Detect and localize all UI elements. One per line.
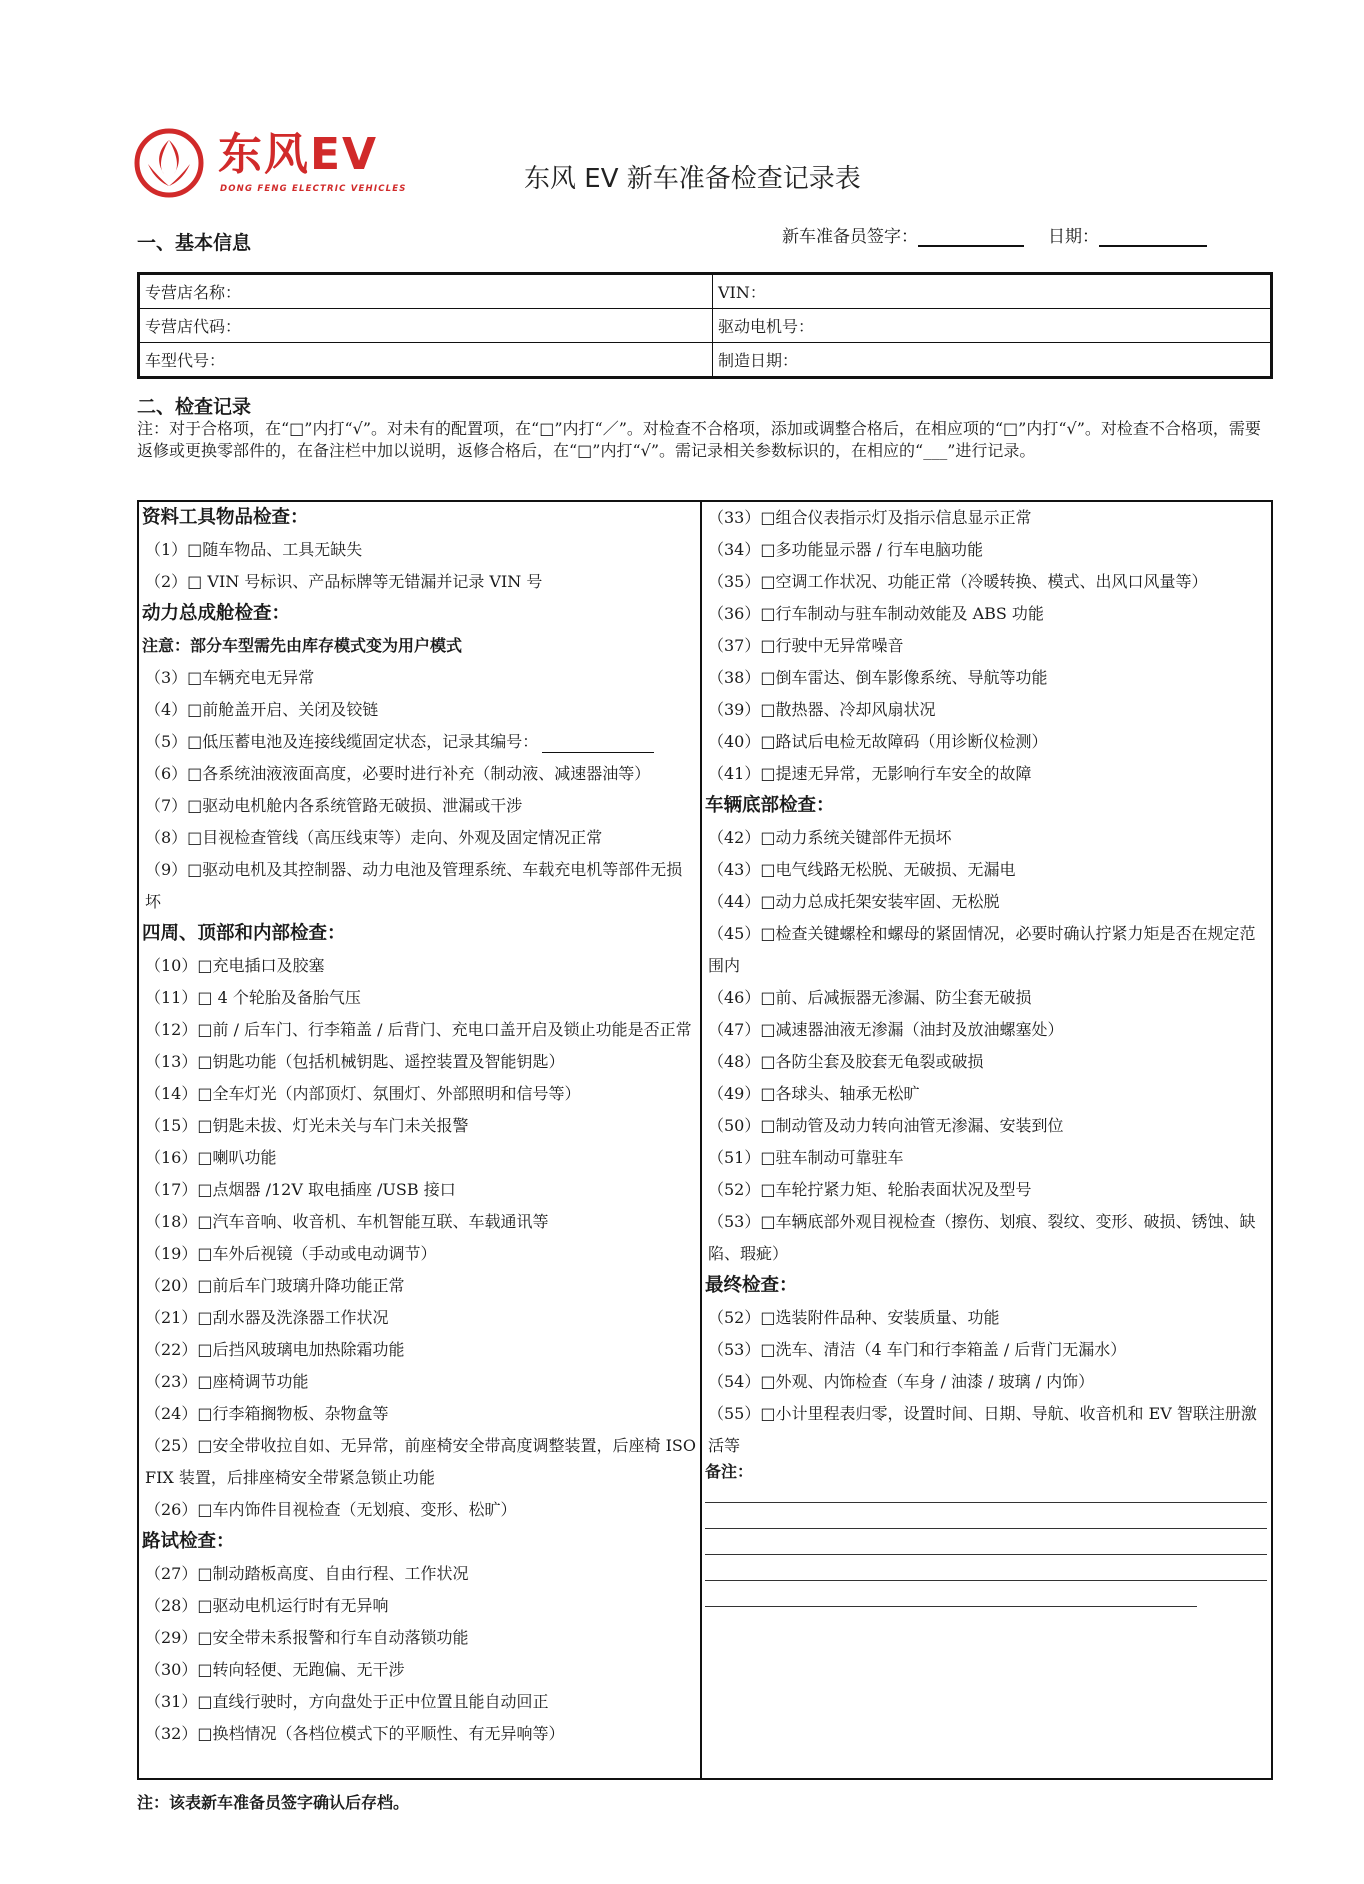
check-item-30[interactable]: （30）□转向轻便、无跑偏、无干涉 <box>145 1660 405 1679</box>
check-item-19[interactable]: （19）□车外后视镜（手动或电动调节） <box>145 1244 437 1263</box>
model-code-cell[interactable]: 车型代号： <box>139 343 713 378</box>
check-item-1[interactable]: （1）□随车物品、工具无缺失 <box>145 540 363 559</box>
check-item-5[interactable] <box>142 726 698 758</box>
checklist-table <box>137 500 1273 1780</box>
category-heading: 动力总成舱检查： <box>142 603 291 624</box>
check-item-39[interactable]: （39）□散热器、冷却风扇状况 <box>708 700 936 719</box>
check-item-37[interactable]: （37）□行驶中无异常噪音 <box>708 636 904 655</box>
check-item-23[interactable]: （23）□座椅调节功能 <box>145 1372 309 1391</box>
check-item-29[interactable]: （29）□安全带未系报警和行车自动落锁功能 <box>145 1628 469 1647</box>
checklist-left-column <box>142 502 698 1750</box>
category-heading: 资料工具物品检查： <box>142 507 309 528</box>
check-item-36[interactable]: （36）□行车制动与驻车制动效能及 ABS 功能 <box>708 604 1044 623</box>
remarks-line[interactable] <box>705 1502 1267 1503</box>
check-item-10[interactable]: （10）□充电插口及胶塞 <box>145 956 325 975</box>
check-item-35[interactable]: （35）□空调工作状况、功能正常（冷暖转换、模式、出风口风量等） <box>708 572 1208 591</box>
check-item-3[interactable]: （3）□车辆充电无异常 <box>145 668 315 687</box>
checklist-right-column <box>705 502 1267 1482</box>
check-item-27[interactable]: （27）□制动踏板高度、自由行程、工作状况 <box>145 1564 469 1583</box>
check-item-42[interactable]: （42）□动力系统关键部件无损坏 <box>708 828 952 847</box>
check-item-8[interactable]: （8）□目视检查管线（高压线束等）走向、外观及固定情况正常 <box>145 828 603 847</box>
category-heading: 四周、顶部和内部检查： <box>142 923 346 944</box>
check-item-11[interactable]: （11）□ 4 个轮胎及备胎气压 <box>145 988 361 1007</box>
section-basic-info-heading: 一、基本信息 <box>137 232 252 254</box>
logo-subtitle: DONG FENG ELECTRIC VEHICLES <box>220 184 407 194</box>
check-item-4[interactable]: （4）□前舱盖开启、关闭及铰链 <box>145 700 379 719</box>
check-item-51[interactable]: （51）□驻车制动可靠驻车 <box>708 1148 904 1167</box>
check-item-17[interactable]: （17）□点烟器 /12V 取电插座 /USB 接口 <box>145 1180 456 1199</box>
category-heading: 车辆底部检查： <box>705 795 835 816</box>
category-heading: 最终检查： <box>705 1275 798 1296</box>
check-item-12[interactable]: （12）□前 / 后车门、行李箱盖 / 后背门、充电口盖开启及锁止功能是否正常 <box>145 1020 692 1039</box>
check-item-46[interactable]: （46）□前、后减振器无渗漏、防尘套无破损 <box>708 988 1032 1007</box>
check-item-32[interactable]: （32）□换档情况（各档位模式下的平顺性、有无异响等） <box>145 1724 565 1743</box>
check-item-43[interactable]: （43）□电气线路无松脱、无破损、无漏电 <box>708 860 1016 879</box>
signature-field[interactable] <box>782 222 1024 247</box>
vin-cell[interactable]: VIN： <box>713 274 1272 309</box>
check-item-6[interactable]: （6）□各系统油液液面高度，必要时进行补充（制动液、减速器油等） <box>145 764 651 783</box>
final-check-item-53[interactable]: （53）□洗车、清洁（4 车门和行李箱盖 / 后背门无漏水） <box>708 1340 1127 1359</box>
check-item-16[interactable]: （16）□喇叭功能 <box>145 1148 277 1167</box>
remarks-line[interactable] <box>705 1580 1267 1581</box>
check-item-13[interactable]: （13）□钥匙功能（包括机械钥匙、遥控装置及智能钥匙） <box>145 1052 565 1071</box>
check-item-48[interactable]: （48）□各防尘套及胶套无龟裂或破损 <box>708 1052 984 1071</box>
dongfeng-logo-icon <box>134 128 204 198</box>
check-item-2[interactable]: （2）□ VIN 号标识、产品标牌等无错漏并记录 VIN 号 <box>145 572 543 591</box>
motor-no-cell[interactable]: 驱动电机号： <box>713 309 1272 343</box>
instruction-note: 注：对于合格项，在“□”内打“√”。对未有的配置项，在“□”内打“／”。对检查不合格项，添加或调整合格后，在相应项的“□”内打“√”。对检查不合格项，需要返修或更换零部件的，在备注栏中加以说明，返修合格后，在“□”内打“√”。需记录相关参数标识的，在相应的“___”进行记录。 <box>137 419 1261 460</box>
category-note: 注意：部分车型需先由库存模式变为用户模式 <box>142 636 463 655</box>
check-item-44[interactable]: （44）□动力总成托架安装牢固、无松脱 <box>708 892 1000 911</box>
check-item-14[interactable]: （14）□全车灯光（内部顶灯、氛围灯、外部照明和信号等） <box>145 1084 581 1103</box>
check-item-26[interactable]: （26）□车内饰件目视检查（无划痕、变形、松旷） <box>145 1500 517 1519</box>
mfg-date-cell[interactable]: 制造日期： <box>713 343 1272 378</box>
check-item-15[interactable]: （15）□钥匙未拔、灯光未关与车门未关报警 <box>145 1116 469 1135</box>
check-item-7[interactable]: （7）□驱动电机舱内各系统管路无破损、泄漏或干涉 <box>145 796 523 815</box>
logo-brand-text: 东风EV <box>218 129 379 180</box>
column-divider <box>700 502 702 1778</box>
remarks-line[interactable] <box>705 1554 1267 1555</box>
final-check-item-52[interactable]: （52）□选装附件品种、安装质量、功能 <box>708 1308 1000 1327</box>
footer-note: 注：该表新车准备员签字确认后存档。 <box>137 1793 410 1812</box>
signature-line[interactable] <box>918 227 1024 247</box>
signature-label: 新车准备员签字： <box>782 227 918 247</box>
check-item-9[interactable]: （9）□驱动电机及其控制器、动力电池及管理系统、车载充电机等部件无损坏 <box>145 860 683 911</box>
check-item-5-text: （5）□低压蓄电池及连接线缆固定状态，记录其编号： <box>145 732 539 751</box>
category-heading: 路试检查： <box>142 1531 235 1552</box>
section-check-record-heading: 二、检查记录 <box>137 396 252 418</box>
check-item-25[interactable]: （25）□安全带收拉自如、无异常，前座椅安全带高度调整装置，后座椅 ISO FIX 装置，后排座椅安全带紧急锁止功能 <box>145 1436 696 1487</box>
store-code-cell[interactable]: 专营店代码： <box>139 309 713 343</box>
remarks-line[interactable] <box>705 1528 1267 1529</box>
date-line[interactable] <box>1099 227 1207 247</box>
date-field[interactable] <box>1048 222 1207 247</box>
check-item-45[interactable]: （45）□检查关键螺栓和螺母的紧固情况，必要时确认拧紧力矩是否在规定范围内 <box>708 924 1256 975</box>
check-item-18[interactable]: （18）□汽车音响、收音机、车机智能互联、车载通讯等 <box>145 1212 549 1231</box>
check-item-21[interactable]: （21）□刮水器及洗涤器工作状况 <box>145 1308 389 1327</box>
check-item-28[interactable]: （28）□驱动电机运行时有无异响 <box>145 1596 389 1615</box>
basic-info-table <box>137 272 1273 379</box>
check-item-33[interactable]: （33）□组合仪表指示灯及指示信息显示正常 <box>708 508 1032 527</box>
check-item-47[interactable]: （47）□减速器油液无渗漏（油封及放油螺塞处） <box>708 1020 1064 1039</box>
battery-number-line[interactable] <box>542 732 654 753</box>
check-item-49[interactable]: （49）□各球头、轴承无松旷 <box>708 1084 920 1103</box>
page-title: 东风 EV 新车准备检查记录表 <box>524 164 861 194</box>
check-item-31[interactable]: （31）□直线行驶时，方向盘处于正中位置且能自动回正 <box>145 1692 549 1711</box>
final-check-item-55[interactable]: （55）□小计里程表归零，设置时间、日期、导航、收音机和 EV 智联注册激活等 <box>708 1404 1257 1455</box>
store-name-cell[interactable]: 专营店名称： <box>139 274 713 309</box>
check-item-52[interactable]: （52）□车轮拧紧力矩、轮胎表面状况及型号 <box>708 1180 1032 1199</box>
check-item-22[interactable]: （22）□后挡风玻璃电加热除霜功能 <box>145 1340 405 1359</box>
remarks-line[interactable] <box>705 1606 1197 1607</box>
check-item-40[interactable]: （40）□路试后电检无故障码（用诊断仪检测） <box>708 732 1048 751</box>
check-item-20[interactable]: （20）□前后车门玻璃升降功能正常 <box>145 1276 405 1295</box>
check-item-38[interactable]: （38）□倒车雷达、倒车影像系统、导航等功能 <box>708 668 1048 687</box>
check-item-53[interactable]: （53）□车辆底部外观目视检查（擦伤、划痕、裂纹、变形、破损、锈蚀、缺陷、瑕疵） <box>708 1212 1256 1263</box>
date-label: 日期： <box>1048 227 1099 247</box>
dongfeng-ev-logo <box>134 128 434 200</box>
check-item-24[interactable]: （24）□行李箱搁物板、杂物盒等 <box>145 1404 389 1423</box>
check-item-34[interactable]: （34）□多功能显示器 / 行车电脑功能 <box>708 540 984 559</box>
final-check-item-54[interactable]: （54）□外观、内饰检查（车身 / 油漆 / 玻璃 / 内饰） <box>708 1372 1095 1391</box>
remarks-label: 备注： <box>705 1462 754 1481</box>
check-item-41[interactable]: （41）□提速无异常，无影响行车安全的故障 <box>708 764 1032 783</box>
check-item-50[interactable]: （50）□制动管及动力转向油管无渗漏、安装到位 <box>708 1116 1064 1135</box>
